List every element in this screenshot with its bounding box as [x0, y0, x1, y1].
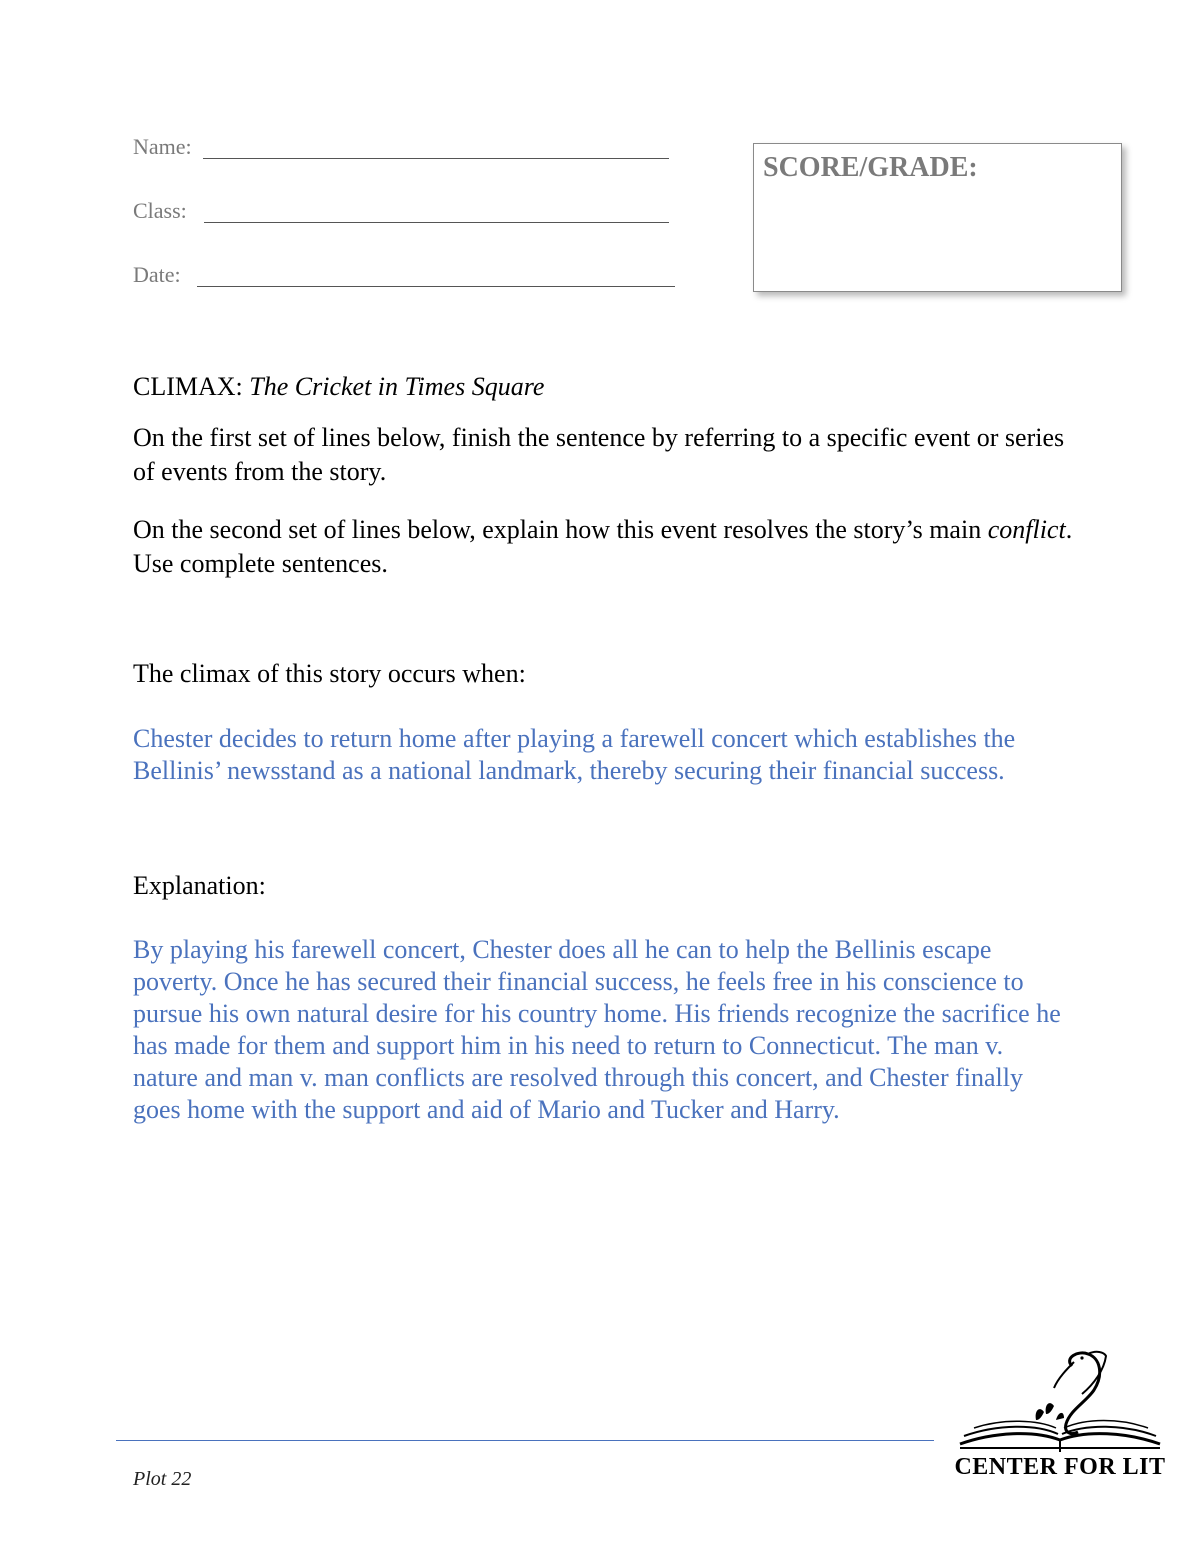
conflict-term: conflict: [987, 515, 1066, 544]
class-line: [204, 222, 669, 223]
explanation-answer: By playing his farewell concert, Chester does all he can to help the Bellinis escape poverty. Once he has secured their financial success, he feels free in his conscience to pursue his own natural desire for his country home. His friends recognize the sacrifice he has made for them and support him in his need to return to Connecticut. The man v. nature and man v. man conflicts are resolved through this concert, and Chester finally goes home with the support and aid of Mario and Tucker and Harry.: [133, 935, 1061, 1124]
footer-rule: [116, 1440, 934, 1441]
pelican-book-icon: [954, 1344, 1166, 1456]
page-title: [133, 370, 1073, 404]
logo-text: CENTER FOR LIT: [954, 1454, 1166, 1480]
title-prefix: CLIMAX:: [133, 372, 250, 401]
date-label: Date:: [133, 262, 181, 287]
instruction-second-text: On the second set of lines below, explain how this event resolves the story’s main: [133, 515, 988, 544]
name-line: [203, 158, 669, 159]
explanation-prompt: Explanation:: [133, 871, 266, 900]
score-box: [753, 143, 1122, 292]
instruction-second-end: . Use complete sentences.: [133, 515, 1073, 578]
name-label: Name:: [133, 134, 192, 159]
instruction-second: [133, 513, 1073, 581]
climax-answer: Chester decides to return home after playing a farewell concert which establishes the Bellinis’ newsstand as a national landmark, thereby securing their financial success.: [133, 724, 1016, 785]
climax-prompt: The climax of this story occurs when:: [133, 659, 526, 688]
page-number: Plot 22: [133, 1468, 192, 1490]
score-label: SCORE/GRADE:: [763, 152, 978, 183]
center-for-lit-logo: [954, 1344, 1166, 1484]
date-line: [197, 286, 675, 287]
instruction-first: On the first set of lines below, finish the sentence by referring to a specific event or series of events from the story.: [133, 423, 1065, 486]
book-title: The Cricket in Times Square: [249, 372, 545, 401]
class-label: Class:: [133, 198, 187, 223]
